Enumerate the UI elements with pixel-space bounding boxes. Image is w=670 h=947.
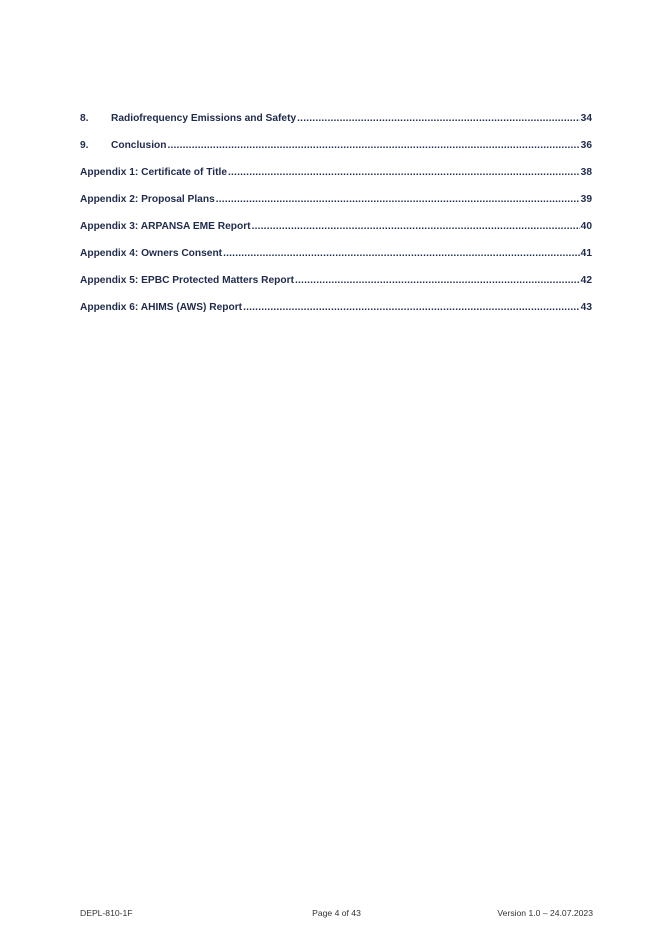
toc-section-number: 9. (80, 140, 89, 151)
toc-entry-title: Appendix 2: Proposal Plans (80, 194, 215, 205)
toc-page-number: 40 (580, 221, 592, 232)
toc-entry-title: Appendix 5: EPBC Protected Matters Report (80, 275, 294, 286)
toc-entry[interactable] (80, 248, 592, 275)
toc-entry-title: Conclusion (111, 140, 167, 151)
toc-entry[interactable] (80, 140, 592, 167)
toc-entry[interactable] (80, 167, 592, 194)
toc-dot-leader (243, 302, 580, 313)
toc-entry-title: Appendix 3: ARPANSA EME Report (80, 221, 251, 232)
toc-dot-leader (295, 275, 580, 286)
toc-entry-title: Appendix 1: Certificate of Title (80, 167, 227, 178)
toc-entry-title: Appendix 4: Owners Consent (80, 248, 223, 259)
toc-entry-title: Appendix 6: AHIMS (AWS) Report (80, 302, 243, 313)
version-label: Version 1.0 – 24.07.2023 (497, 908, 593, 918)
toc-entry[interactable] (80, 113, 592, 140)
toc-page-number: 34 (580, 113, 592, 124)
toc-dot-leader (228, 167, 580, 178)
document-code: DEPL-810-1F (80, 908, 133, 918)
toc-entry[interactable] (80, 275, 592, 302)
toc-entry[interactable] (80, 194, 592, 221)
toc-dot-leader (223, 248, 580, 259)
toc-dot-leader (297, 113, 580, 124)
toc-page-number: 41 (580, 248, 592, 259)
toc-dot-leader (167, 140, 579, 151)
toc-page-number: 43 (580, 302, 592, 313)
toc-page-number: 38 (580, 167, 592, 178)
toc-entry-title: Radiofrequency Emissions and Safety (111, 113, 297, 124)
page-number-label: Page 4 of 43 (312, 908, 361, 918)
toc-entry[interactable] (80, 302, 592, 329)
toc-page-number: 36 (580, 140, 592, 151)
toc-dot-leader (252, 221, 580, 232)
toc-page-number: 39 (580, 194, 592, 205)
toc-dot-leader (216, 194, 580, 205)
table-of-contents (80, 113, 592, 329)
toc-section-number: 8. (80, 113, 89, 124)
toc-entry[interactable] (80, 221, 592, 248)
toc-page-number: 42 (580, 275, 592, 286)
